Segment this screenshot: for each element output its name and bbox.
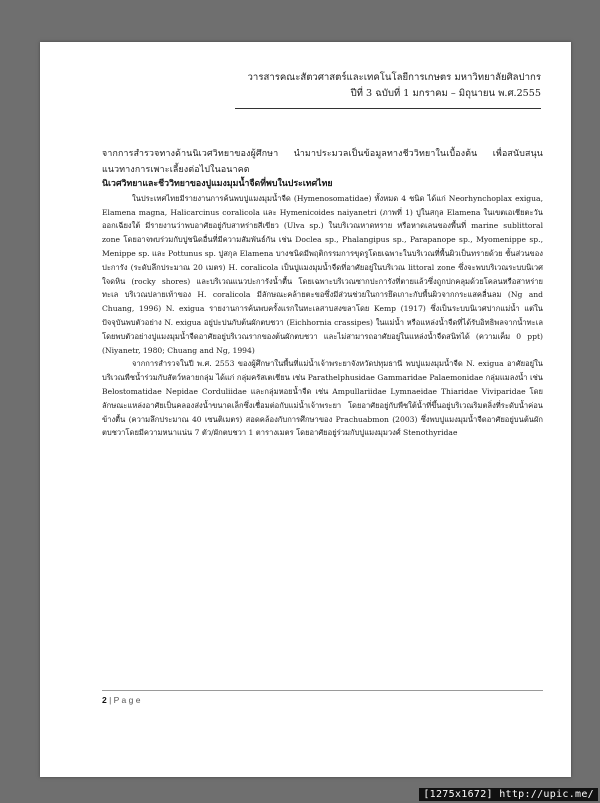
page-number: 2 <box>102 695 107 705</box>
header-divider <box>235 108 541 109</box>
journal-header <box>248 70 541 102</box>
document-page <box>40 42 571 777</box>
journal-title: วารสารคณะสัตวศาสตร์และเทคโนโลยีการเกษตร มหาวิทยาลัยศิลปากร <box>247 72 541 83</box>
image-host-watermark: [1275x1672] http://upic.me/ <box>419 788 598 801</box>
page-label: | P a g e <box>106 695 141 705</box>
intro-paragraph: จากการสำรวจทางด้านนิเวศวิทยาของผู้ศึกษา นำมาประมวลเป็นข้อมูลทางชีววิทยาในเบื้องต้น เพื่อสนับสนุนแนวทางการเพาะเลี้ยงต่อไปในอนาคต <box>102 149 543 175</box>
document-body <box>102 146 543 440</box>
section-heading: นิเวศวิทยาและชีววิทยาของปูแมงมุมน้ำจืดที่พบในประเทศไทย <box>102 179 333 189</box>
page-footer <box>102 690 543 705</box>
body-paragraph-1: ในประเทศไทยมีรายงานการค้นพบปูแมงมุมน้ำจืด (Hymenosomatidae) ทั้งหมด 4 ชนิด ได้แก่ Neorhynchoplax exigua, Elamena magna, Halicarcinus coralicola และ Hymenicoides naiyanetri (ภาพที่ 1) ปูในสกุล Elamena ในเขตเอเชียตะวันออกเฉียงใต้ มีรายงานว่าพบอาศัยอยู่กับสาหร่ายสีเขียว (Ulva sp.) ในบริเวณหาดทราย หรือหาดเลนของพื้นที่ marine sublittoral zone โดยอาจพบร่วมกับปูชนิดอื่นที่มีความสัมพันธ์กัน เช่น Doclea sp., Phalangipus sp., Parapanope sp., Myomenippe sp., Menippe sp. และ Pottunus sp. ปูสกุล Elamena บางชนิดมีพฤติกรรมการขุดรูโดยเฉพาะในบริเวณที่พื้นผิวเป็นทรายด้วย ชั้นส่วนของปะการัง (ระดับลึกประมาณ 20 เมตร) H. coralicola เป็นปูแมงมุมน้ำจืดที่อาศัยอยู่ในบริเวณ littoral zone ซึ่งจะพบบริเวณระบบนิเวศใจดหิน (rocky shores) และบริเวณแนวปะการังน้ำตื้น โดยเฉพาะบริเวณซากปะการังที่ตายแล้วซึ่งถูกปกคลุมด้วยโคลนหรือสาหร่ายทะเล บริเวณปลายเท้าของ H. coralicola มีลักษณะคล้ายตะขอซึ่งมีส่วนช่วยในการยึดเกาะกับพื้นผิวจากกระแสคลื่นลม (Ng and Chuang, 1996) N. exigua รายงานการค้นพบครั้งแรกในทะเลสาบสงขลาโดย Kemp (1917) ซึ่งเป็นระบบนิเวศปากแม่น้ำ แต่ในปัจจุบันพบตัวอย่าง N. exigua อยู่ปะปนกับต้นผักตบชวา (Eichhornia crassipes) ในแม่น้ำ หรือแหล่งน้ำจืดที่ได้รับอิทธิพลจากน้ำทะเล โดยพบตัวอย่างปูแมงมุมน้ำจืดอาศัยอยู่บริเวณรากของต้นผักตบชวา และไม่สามารถอาศัยอยู่ในแหล่งน้ำจืดสนิทได้ (ความเค็ม 0 ppt) (Niyanetr, 1980; Chuang and Ng, 1994) <box>102 193 543 355</box>
body-paragraph-2: จากการสำรวจในปี พ.ศ. 2553 ของผู้ศึกษาในพื้นที่แม่น้ำเจ้าพระยาจังหวัดปทุมธานี พบปูแมงมุมน้ำจืด N. exigua อาศัยอยู่ในบริเวณพืชน้ำร่วมกับสัตว์หลายกลุ่ม ได้แก่ กลุ่มครัสเตเชียน เช่น Parathelphusidae Gammaridae Palaemonidae กลุ่มแมลงน้ำ เช่น Belostomatidae Nepidae Corduliidae และกลุ่มหอยน้ำจืด เช่น Ampullariidae Lymnaeidae Thiaridae Viviparidae โดยลักษณะแหล่งอาศัยเป็นคลองส่งน้ำขนาดเล็กซึ่งเชื่อมต่อกับแม่น้ำเจ้าพระยา โดยอาศัยอยู่กับพืชใต้น้ำที่ขึ้นอยู่บริเวณริมตลิ่งที่ระดับน้ำค่อนข้างตื้น (ความลึกประมาณ 40 เซนติเมตร) สอดคล้องกับการศึกษาของ Prachuabmon (2003) ซึ่งพบปูแมงมุมน้ำจืดอาศัยอยู่บนต้นผักตบชวาโดยมีความหนาแน่น 7 ตัว/ผักตบชวา 1 ตารางเมตร โดยอาศัยอยู่ร่วมกับปูแมงมุมวงศ์ Stenothyridae <box>102 359 543 438</box>
journal-issue: ปีที่ 3 ฉบับที่ 1 มกราคม – มิถุนายน พ.ศ.2555 <box>350 88 541 99</box>
